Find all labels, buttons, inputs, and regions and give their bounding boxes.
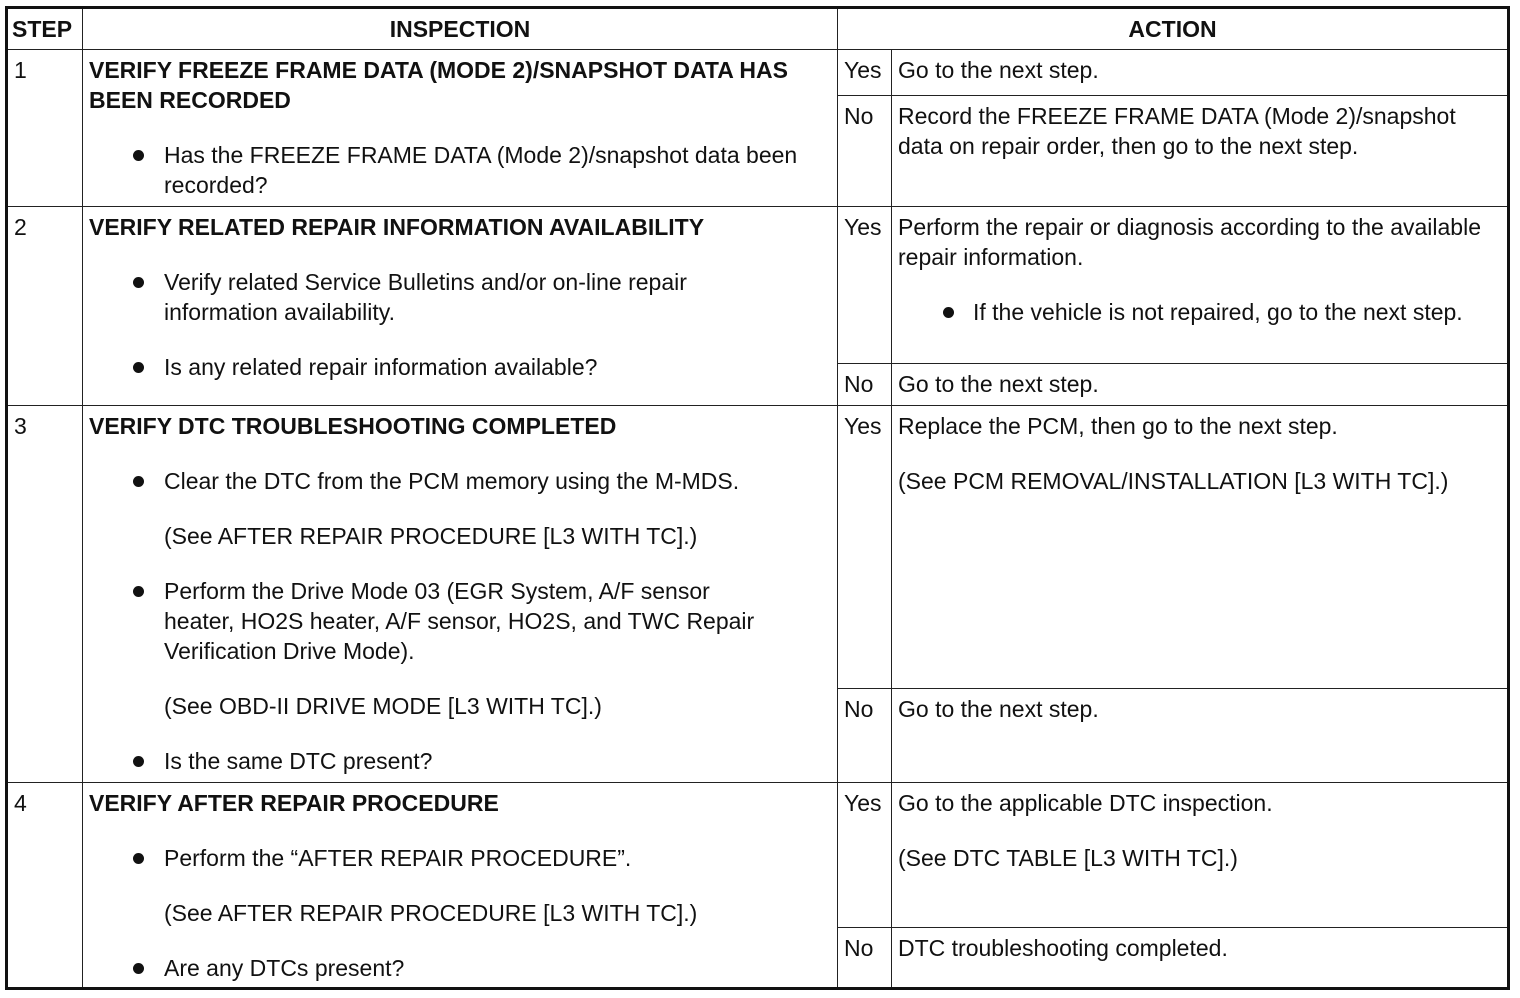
yes-label: Yes [838,50,892,96]
step-title: VERIFY DTC TROUBLESHOOTING COMPLETED [89,413,617,439]
inspection-bullet: Perform the “AFTER REPAIR PROCEDURE”. [89,843,831,873]
inspection-cell [83,207,838,406]
inspection-bullet: Clear the DTC from the PCM memory using the M-MDS. [89,466,831,496]
step-2-yes-row [7,207,1509,364]
no-label: No [838,364,892,406]
reference-link: (See AFTER REPAIR PROCEDURE [L3 WITH TC].) [164,900,698,926]
step-4-yes-row [7,783,1509,928]
bullet-icon [943,307,954,318]
inspection-cell [83,406,838,783]
bullet-icon [133,476,144,487]
inspection-bullet: Perform the Drive Mode 03 (EGR System, A/F sensor heater, HO2S heater, A/F sensor, HO2S, and TWC Repair Verification Drive Mode). [89,576,831,666]
no-label: No [838,689,892,783]
yes-action-cell [892,783,1509,928]
bullet-icon [133,963,144,974]
yes-action-cell [892,207,1509,364]
yes-action: Go to the next step. [892,50,1509,96]
inspection-cell [83,50,838,207]
yes-label: Yes [838,406,892,689]
no-action: Go to the next step. [892,689,1509,783]
no-action: Go to the next step. [892,364,1509,406]
inspection-header: INSPECTION [83,8,838,50]
yes-action: Go to the applicable DTC inspection. [898,790,1273,816]
bullet-icon [133,150,144,161]
bullet-icon [133,362,144,373]
step-number: 2 [7,207,83,406]
bullet-icon [133,853,144,864]
step-3-yes-row [7,406,1509,689]
inspection-bullet: Has the FREEZE FRAME DATA (Mode 2)/snapshot data been recorded? [89,140,831,200]
yes-action-cell [892,406,1509,689]
step-number: 3 [7,406,83,783]
no-action: DTC troubleshooting completed. [892,928,1509,989]
yes-label: Yes [838,783,892,928]
reference-link: (See DTC TABLE [L3 WITH TC].) [898,845,1238,871]
inspection-bullet: Verify related Service Bulletins and/or on-line repair information availability. [89,267,831,327]
no-action: Record the FREEZE FRAME DATA (Mode 2)/snapshot data on repair order, then go to the next step. [892,96,1509,207]
diagnostic-procedure-table [5,6,1510,990]
inspection-bullet: Is any related repair information available? [89,352,831,382]
step-number: 1 [7,50,83,207]
step-title: VERIFY AFTER REPAIR PROCEDURE [89,790,499,816]
step-title: VERIFY RELATED REPAIR INFORMATION AVAILABILITY [89,214,705,240]
step-title: VERIFY FREEZE FRAME DATA (MODE 2)/SNAPSHOT DATA HAS BEEN RECORDED [89,57,788,113]
yes-action: Perform the repair or diagnosis according to the available repair information. [898,214,1481,270]
reference-link: (See PCM REMOVAL/INSTALLATION [L3 WITH TC].) [898,468,1449,494]
no-label: No [838,928,892,989]
bullet-icon [133,756,144,767]
reference-link: (See AFTER REPAIR PROCEDURE [L3 WITH TC].) [164,523,698,549]
reference-link: (See OBD-II DRIVE MODE [L3 WITH TC].) [164,693,602,719]
step-number: 4 [7,783,83,989]
bullet-icon [133,586,144,597]
action-bullet: If the vehicle is not repaired, go to the next step. [898,297,1501,327]
bullet-icon [133,277,144,288]
step-1-yes-row [7,50,1509,96]
step-header: STEP [7,8,83,50]
inspection-bullet: Is the same DTC present? [89,746,831,776]
action-header: ACTION [838,8,1509,50]
no-label: No [838,96,892,207]
yes-label: Yes [838,207,892,364]
yes-action: Replace the PCM, then go to the next step. [898,413,1338,439]
inspection-bullet: Are any DTCs present? [89,953,831,983]
inspection-cell [83,783,838,989]
header-row [7,8,1509,50]
